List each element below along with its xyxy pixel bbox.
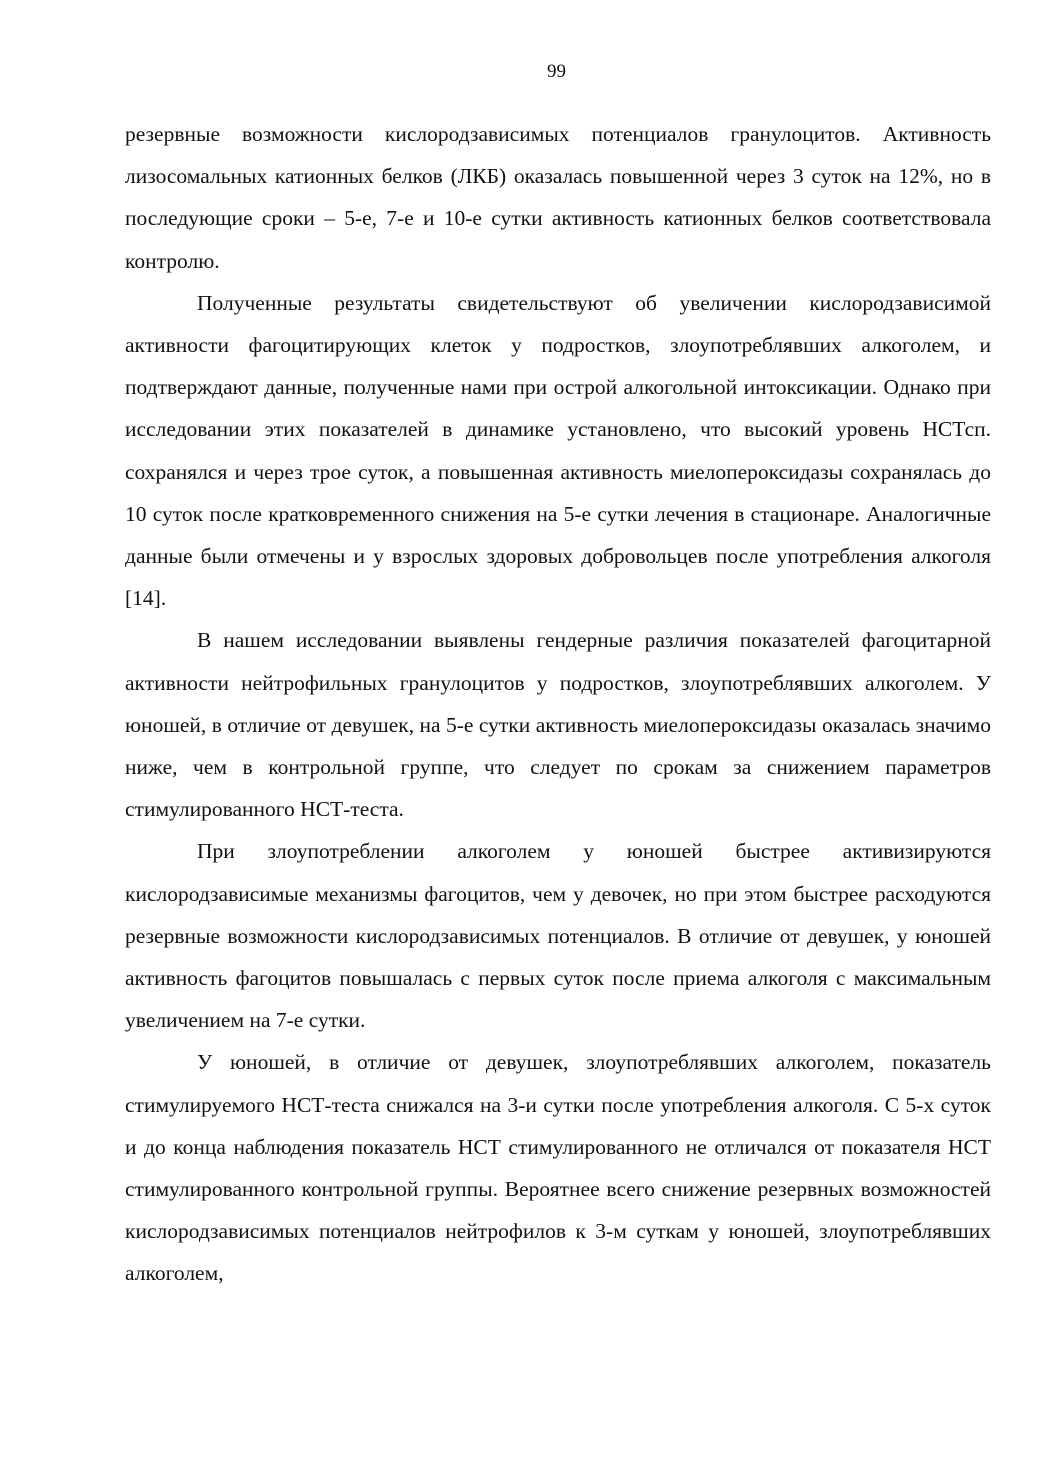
paragraph: В нашем исследовании выявлены гендерные различия показателей фагоцитарной активности нейтрофильных гранулоцитов у подростков, злоупотреблявших алкоголем. У юношей, в отличие от девушек, на 5-е сутки активность миелопероксидазы оказалась значимо ниже, чем в контрольной группе, что следует по срокам за снижением параметров стимулированного НСТ-теста. xyxy=(125,628,991,822)
paragraph: У юношей, в отличие от девушек, злоупотреблявших алкоголем, показатель стимулируемого НСТ-теста снижался на 3-и сутки после употребления алкоголя. С 5-х суток и до конца наблюдения показатель НСТ стимулированного не отличался от показателя НСТ стимулированного контрольной группы. Вероятнее всего снижение резервных возможностей кислородзависимых потенциалов нейтрофилов к 3-м суткам у юношей, злоупотреблявших алкоголем, xyxy=(125,1050,991,1286)
paragraph: При злоупотреблении алкоголем у юношей быстрее активизируются кислородзависимые механизмы фагоцитов, чем у девочек, но при этом быстрее расходуются резервные возможности кислородзависимых потенциалов. В отличие от девушек, у юношей активность фагоцитов повышалась с первых суток после приема алкоголя с максимальным увеличением на 7-е сутки. xyxy=(125,839,991,1033)
body-text xyxy=(125,113,991,1295)
paragraph-continuation: резервные возможности кислородзависимых потенциалов гранулоцитов. Активность лизосомальных катионных белков (ЛКБ) оказалась повышенной через 3 суток на 12%, но в последующие сроки – 5-е, 7-е и 10-е сутки активность катионных белков соответствовала контролю. xyxy=(125,122,991,273)
paragraph: Полученные результаты свидетельствуют об увеличении кислородзависимой активности фагоцитирующих клеток у подростков, злоупотреблявших алкоголем, и подтверждают данные, полученные нами при острой алкогольной интоксикации. Однако при исследовании этих показателей в динамике установлено, что высокий уровень НСТсп. сохранялся и через трое суток, а повышенная активность миелопероксидазы сохранялась до 10 суток после кратковременного снижения на 5-е сутки лечения в стационаре. Аналогичные данные были отмечены и у взрослых здоровых добровольцев после употребления алкоголя [14]. xyxy=(125,290,991,611)
page-number: 99 xyxy=(547,61,566,82)
